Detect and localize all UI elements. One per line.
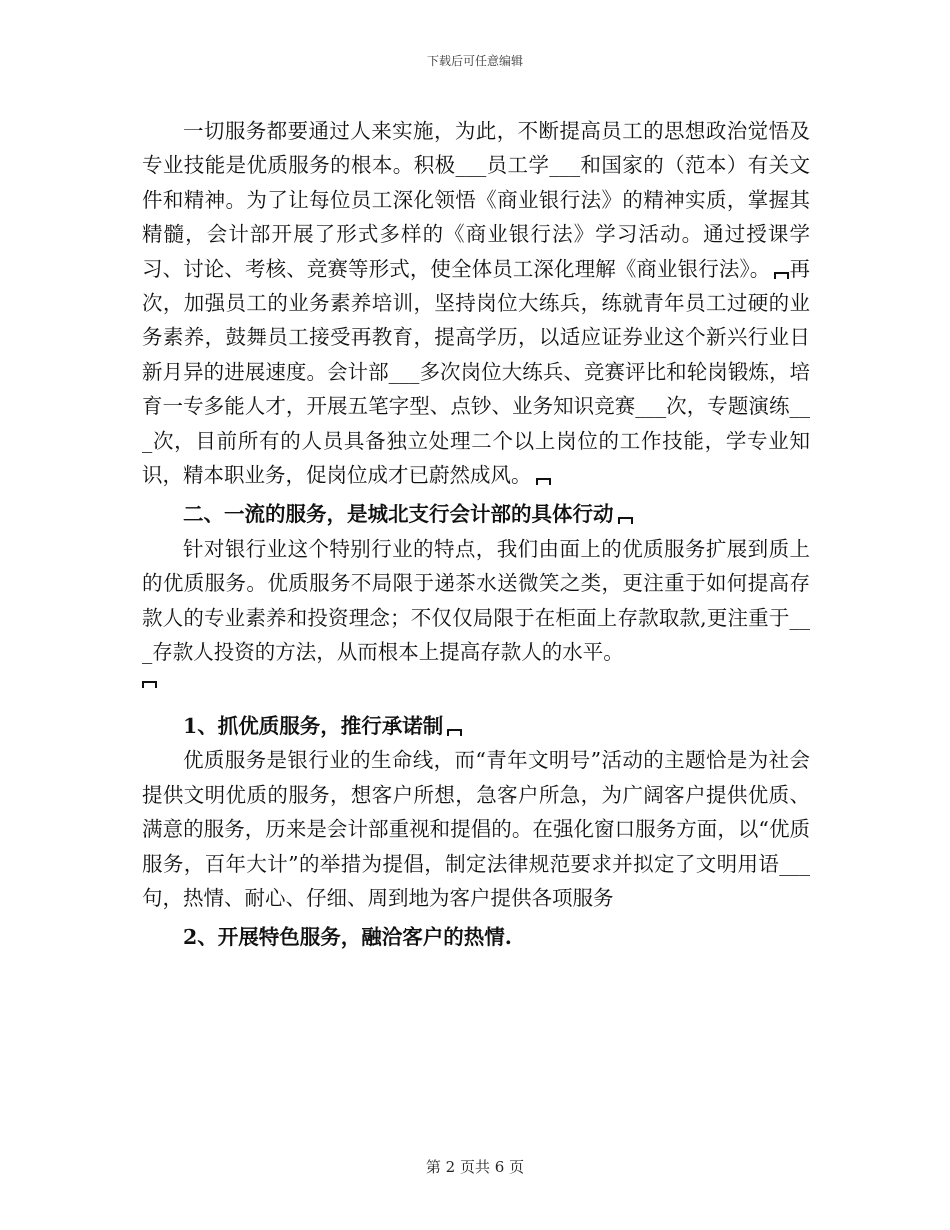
page-footer: 第 2 页共 6 页: [425, 1158, 525, 1176]
paragraph-mark-icon: [618, 517, 633, 524]
paragraph-mark-icon: [447, 729, 462, 736]
heading-text: 2、开展特色服务，融洽客户的热情.: [183, 925, 512, 950]
section-heading: [142, 497, 810, 531]
page-header: 下载后可任意编辑: [426, 54, 523, 68]
paragraph-mark-icon: [774, 272, 789, 279]
paragraph-text: 再次，加强员工的业务素养培训，坚持岗位大练兵，练就青年员工过硬的业务素养，鼓舞员工接受再教育，提高学历，以适应证券业这个新兴行业日新月异的进展速度。会计部___多次岗位大练兵、竞赛评比和轮岗锻炼，培育一专多能人才，开展五笔字型、点钞、业务知识竞赛___次，专题演练___次，目前所有的人员具备独立处理二个以上岗位的工作技能，学专业知识，精本职业务，促岗位成才已蔚然成风。: [142, 256, 811, 488]
paragraph-text: 针对银行业这个特别行业的特点，我们由面上的优质服务扩展到质上的优质服务。优质服务不局限于递茶水送微笑之类，更注重于如何提高存款人的专业素养和投资理念；不仅仅局限于在柜面上存款取款,更注重于___存款人投资的方法，从而根本上提高存款人的水平。: [142, 536, 810, 665]
paragraph-staff-training: [142, 114, 810, 492]
paragraph-mark-icon: [142, 681, 157, 688]
paragraph-quality-service: [142, 743, 810, 915]
paragraph-text: 优质服务是银行业的生命线，而“青年文明号”活动的主题恰是为社会提供文明优质的服务，想客户所想，急客户所急，为广阔客户提供优质、满意的服务，历来是会计部重视和提倡的。在强化窗口服务方面，以“优质服务，百年大计”的举措为提倡，制定法律规范要求并拟定了文明用语___句，热情、耐心、仔细、周到地为客户提供各项服务: [142, 748, 810, 910]
heading-text: 二、一流的服务，是城北支行会计部的具体行动: [183, 502, 614, 527]
subsection-heading: [142, 709, 810, 743]
subsection-heading: [142, 920, 810, 954]
paragraph-text: 一切服务都要通过人来实施，为此，不断提高员工的思想政治觉悟及专业技能是优质服务的根本。积极___员工学___和国家的（范本）有关文件和精神。为了让每位员工深化领悟《商业银行法》的精神实质，掌握其精髓，会计部开展了形式多样的《商业银行法》学习活动。通过授课学习、讨论、考核、竞赛等形式，使全体员工深化理解《商业银行法》。: [142, 119, 810, 281]
document-body: [142, 114, 810, 955]
paragraph-mark-icon: [536, 478, 551, 485]
paragraph-mark-line: [142, 670, 810, 704]
heading-text: 1、抓优质服务，推行承诺制: [183, 713, 444, 738]
paragraph-service-scope: [142, 532, 810, 670]
